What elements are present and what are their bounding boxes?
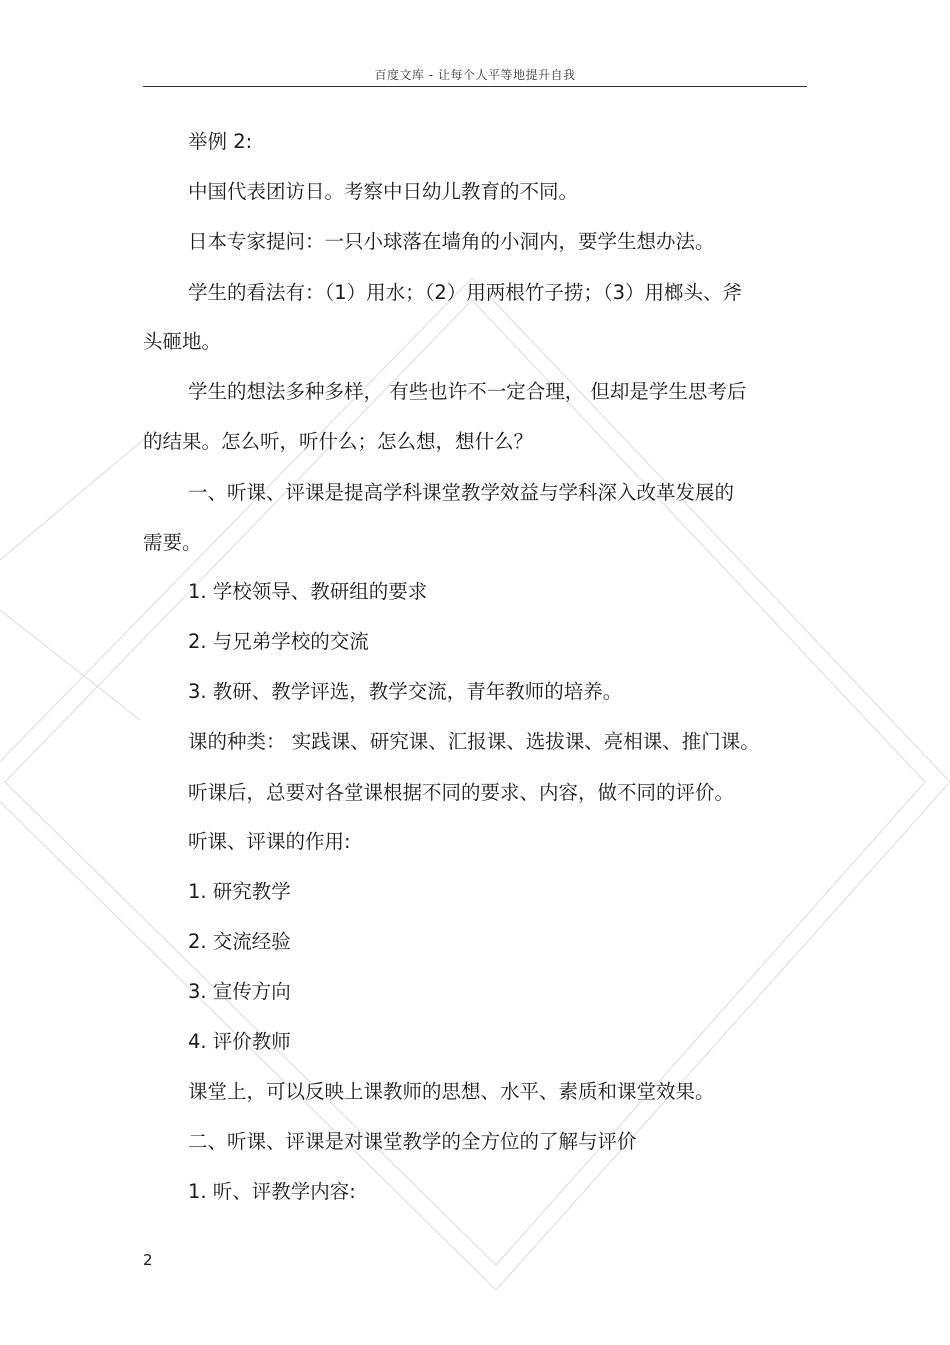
course-types: 课的种类： 实践课、研究课、汇报课、选拔课、亮相课、推门课。 — [188, 730, 760, 753]
paragraph-4-line-1: 学生的想法多种多样， 有些也许不一定合理， 但却是学生思考后 — [188, 380, 747, 403]
section-1-item-1: 1. 学校领导、教研组的要求 — [188, 580, 428, 603]
after-listening: 听课后，总要对各堂课根据不同的要求、内容，做不同的评价。 — [188, 781, 735, 804]
section-1-heading-line-2: 需要。 — [143, 531, 202, 554]
section-1-heading-line-1: 一、听课、评课是提高学科课堂教学效益与学科深入改革发展的 — [188, 481, 735, 504]
paragraph-3-line-2: 头砸地。 — [143, 330, 222, 353]
role-item-1: 1. 研究教学 — [188, 880, 291, 903]
example-label: 举例 2: — [188, 130, 253, 153]
reflection: 课堂上，可以反映上课教师的思想、水平、素质和课堂效果。 — [188, 1080, 715, 1103]
header-text: 百度文库 - 让每个人平等地提升自我 — [374, 68, 576, 82]
role-heading: 听课、评课的作用: — [188, 830, 351, 853]
paragraph-3-line-1: 学生的看法有：（1）用水；（2）用两根竹子捞；（3）用榔头、斧 — [188, 281, 742, 304]
paragraph-2: 日本专家提问：一只小球落在墙角的小洞内，要学生想办法。 — [188, 230, 715, 253]
section-2-item-1: 1. 听、评教学内容: — [188, 1180, 356, 1203]
section-1-item-2: 2. 与兄弟学校的交流 — [188, 630, 369, 653]
section-2-heading: 二、听课、评课是对课堂教学的全方位的了解与评价 — [188, 1130, 637, 1153]
page-header — [143, 64, 807, 87]
page-number: 2 — [143, 1251, 153, 1269]
role-item-4: 4. 评价教师 — [188, 1030, 291, 1053]
role-item-2: 2. 交流经验 — [188, 930, 291, 953]
paragraph-1: 中国代表团访日。考察中日幼儿教育的不同。 — [188, 180, 579, 203]
role-item-3: 3. 宣传方向 — [188, 980, 291, 1003]
section-1-item-3: 3. 教研、教学评选，教学交流，青年教师的培养。 — [188, 680, 623, 703]
paragraph-4-line-2: 的结果。怎么听，听什么；怎么想，想什么？ — [143, 430, 534, 453]
